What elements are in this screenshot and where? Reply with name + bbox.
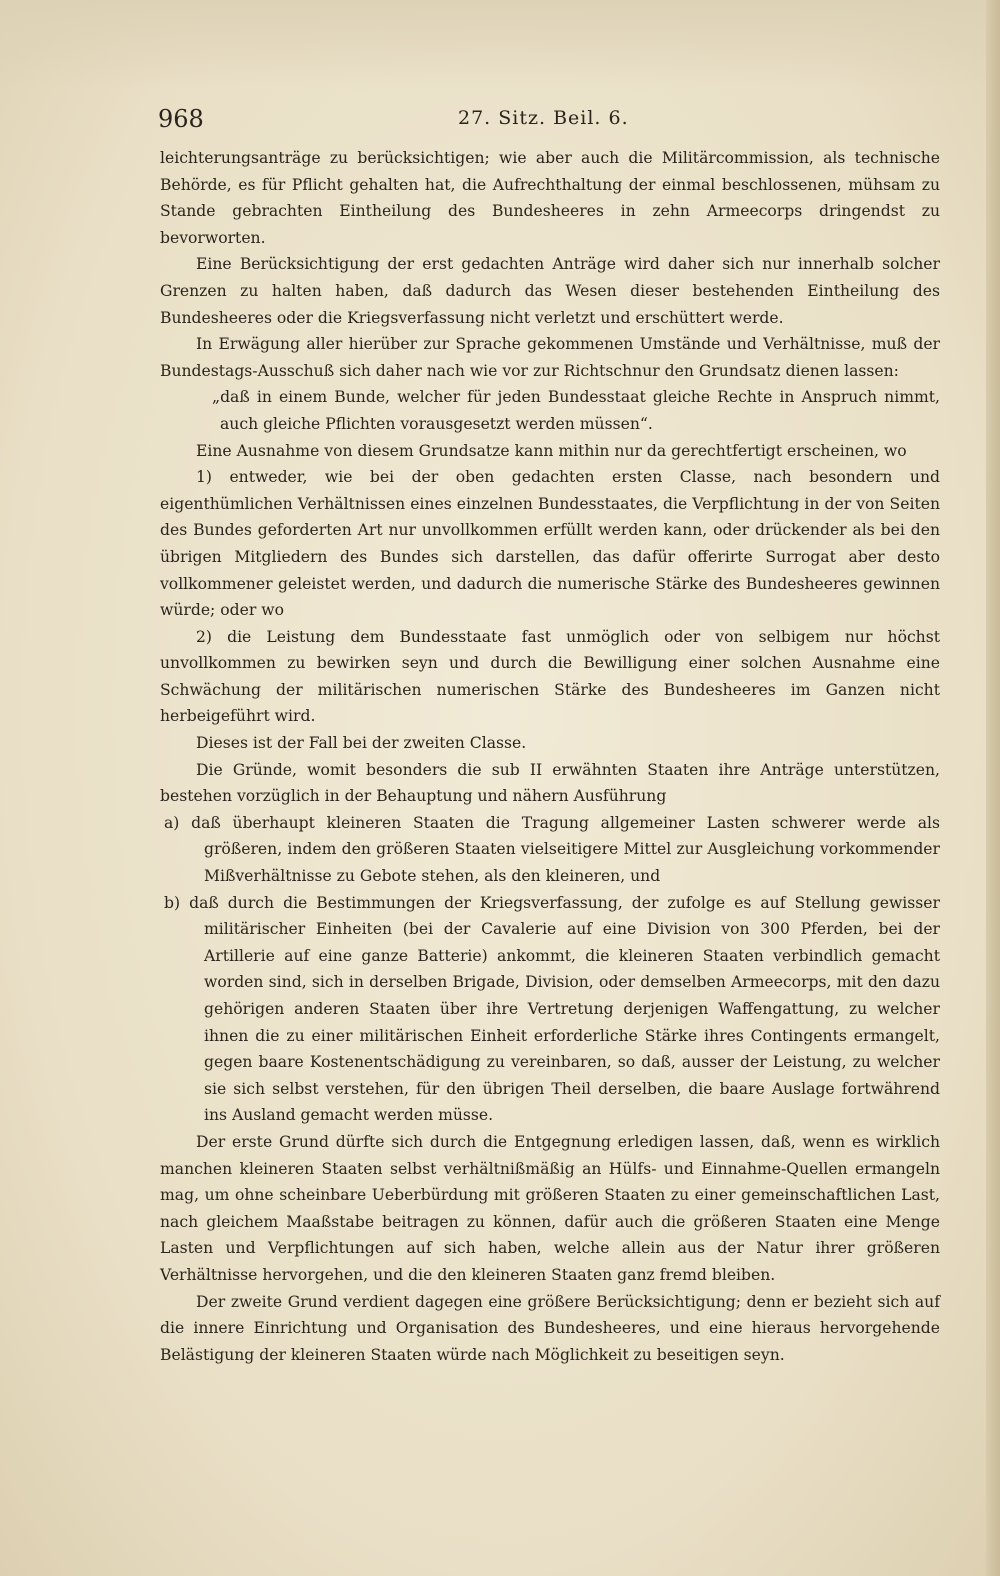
page-header [158, 103, 938, 139]
page-number: 968 [158, 105, 204, 133]
paragraph: Der zweite Grund verdient dagegen eine größere Berücksichtigung; denn er bezieht sich auf die innere Einrichtung und Organisation des Bundesheeres, und eine hieraus hervorgehende Belästigung der kleineren Staaten würde nach Möglichkeit zu beseitigen seyn. [160, 1292, 940, 1364]
page-edge [986, 0, 1000, 1576]
running-title: 27. Sitz. Beil. 6. [458, 107, 629, 129]
paragraph: leichterungsanträge zu berücksichtigen; wie aber auch die Militärcommission, als technische Behörde, es für Pflicht gehalten hat, die Aufrechthaltung der einmal beschlossenen, mühsam zu Stande gebrachten Eintheilung des Bundesheeres in zehn Armeecorps dringendst zu bevorworten. [160, 149, 940, 247]
principle-quote [160, 384, 940, 437]
paragraph: In Erwägung aller hierüber zur Sprache gekommenen Umstände und Verhältnisse, muß der Bundestags-Ausschuß sich daher nach wie vor zur Richtschnur den Grundsatz dienen lassen: [160, 335, 940, 380]
paragraph: Eine Ausnahme von diesem Grundsatze kann mithin nur da gerechtfertigt erscheinen, wo [196, 441, 907, 460]
list-item-b: b) daß durch die Bestimmungen der Kriegsverfassung, der zufolge es auf Stellung gewisser militärischer Einheiten (bei der Cavalerie auf eine Division von 300 Pferden, bei der Artillerie auf eine ganze Batterie) ankommt, die kleineren Staaten verbindlich gemacht worden sind, sich in derselben Brigade, Division, oder demselben Armeecorps, mit den dazu gehörigen anderen Staaten über ihre Vertretung derjenigen Waffengattung, zu welcher ihnen die zu einer militärischen Einheit erforderliche Stärke ihres Contingents ermangelt, gegen baare Kostenentschädigung zu vereinbaren, so daß, ausser der Leistung, zu welcher sie sich selbst verstehen, für den übrigen Theil derselben, die baare Auslage fortwährend ins Ausland gemacht werden müsse. [164, 893, 940, 1125]
list-item-a: a) daß überhaupt kleineren Staaten die Tragung allgemeiner Lasten schwerer werde als größeren, indem den größeren Staaten vielseitigere Mittel zur Ausgleichung vorkommender Mißverhältnisse zu Gebote stehen, als den kleineren, und [164, 813, 940, 886]
paragraph: Eine Berücksichtigung der erst gedachten Anträge wird daher sich nur innerhalb solcher Grenzen zu halten haben, daß dadurch das Wesen dieser bestehenden Eintheilung des Bundesheeres oder die Kriegsverfassung nicht verletzt und erschüttert werde. [160, 255, 940, 327]
body-text [160, 145, 940, 1368]
page-shading [0, 0, 1000, 90]
quote-text: „daß in einem Bunde, welcher für jeden Bundesstaat gleiche Rechte in Anspruch nimmt, auch gleiche Pflichten vorausgesetzt werden müssen“. [212, 388, 940, 433]
paragraph: Der erste Grund dürfte sich durch die Entgegnung erledigen lassen, daß, wenn es wirklich manchen kleineren Staaten selbst verhältnißmäßig an Hülfs- und Einnahme-Quellen ermangeln mag, um ohne scheinbare Ueberbürdung mit größeren Staaten zu einer gemeinschaftlichen Last, nach gleichem Maaßstabe beitragen zu können, dafür auch die größeren Staaten eine Menge Lasten und Verpflichtungen auf sich haben, welche allein aus der Natur ihrer größeren Verhältnisse hervorgehen, und die den kleineren Staaten ganz fremd bleiben. [160, 1132, 940, 1284]
paragraph: Dieses ist der Fall bei der zweiten Classe. [196, 734, 527, 753]
paragraph: Die Gründe, womit besonders die sub II erwähnten Staaten ihre Anträge unterstützen, bestehen vorzüglich in der Behauptung und nähern Ausführung [160, 760, 940, 806]
list-item-2: 2) die Leistung dem Bundesstaate fast unmöglich oder von selbigem nur höchst unvollkommen zu bewirken seyn und durch die Bewilligung einer solchen Ausnahme eine Schwächung der militärischen numerischen Stärke des Bundesheeres im Ganzen nicht herbeigeführt wird. [160, 627, 940, 726]
list-item-1: 1) entweder, wie bei der oben gedachten ersten Classe, nach besondern und eigenthümlichen Verhältnissen eines einzelnen Bundesstaates, die Verpflichtung in der von Seiten des Bundes geforderten Art nur unvollkommen erfüllt werden kann, oder drückender als bei den übrigen Mitgliedern des Bundes sich darstellen, das dafür offerirte Surrogat aber desto vollkommener geleistet werden, und dadurch die numerische Stärke des Bundesheeres gewinnen würde; oder wo [160, 468, 940, 620]
